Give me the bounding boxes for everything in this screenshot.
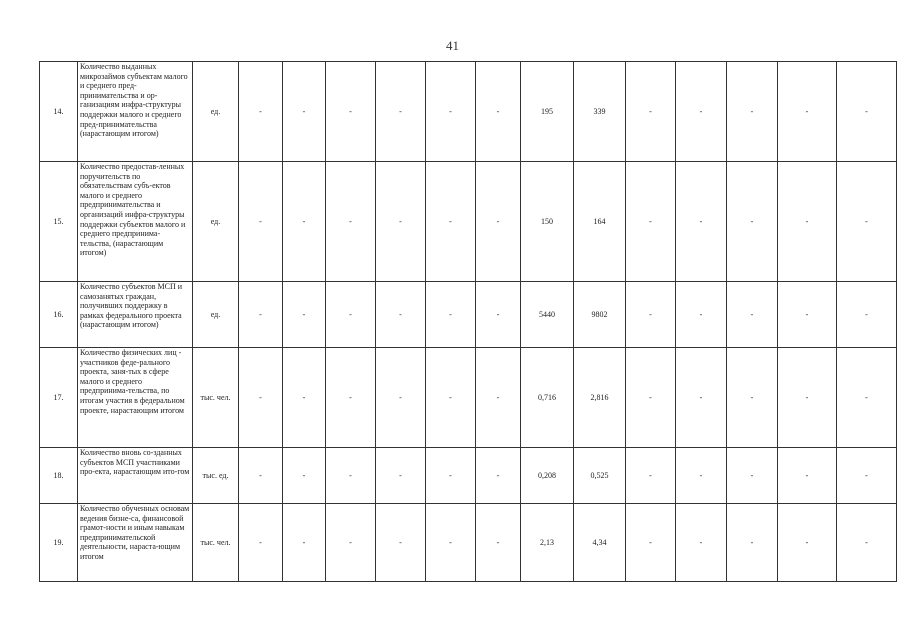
value-cell: - xyxy=(426,504,476,582)
value-cell: - xyxy=(326,62,376,162)
value-cell: - xyxy=(426,62,476,162)
value-cell: - xyxy=(778,62,837,162)
value-cell: - xyxy=(283,282,326,348)
value-cell: - xyxy=(837,448,897,504)
value-cell: - xyxy=(476,162,521,282)
row-number: 19. xyxy=(40,504,78,582)
value-cell: - xyxy=(239,62,283,162)
value-cell: - xyxy=(426,162,476,282)
value-cell: - xyxy=(778,504,837,582)
value-cell: - xyxy=(326,162,376,282)
value-cell: - xyxy=(727,282,778,348)
page-number: 41 xyxy=(446,38,459,53)
value-cell: - xyxy=(326,448,376,504)
value-cell: 2,816 xyxy=(574,348,626,448)
value-cell: - xyxy=(283,348,326,448)
value-cell: - xyxy=(626,282,676,348)
value-cell: - xyxy=(778,162,837,282)
value-cell: - xyxy=(239,504,283,582)
unit-cell: тыс. чел. xyxy=(193,348,239,448)
value-cell: - xyxy=(626,348,676,448)
row-number: 14. xyxy=(40,62,78,162)
value-cell: - xyxy=(727,348,778,448)
value-cell: - xyxy=(727,448,778,504)
table-row xyxy=(40,504,897,582)
unit-cell: ед. xyxy=(193,162,239,282)
value-cell: 150 xyxy=(521,162,574,282)
value-cell: - xyxy=(326,348,376,448)
value-cell: - xyxy=(727,162,778,282)
value-cell: - xyxy=(676,348,727,448)
value-cell: 9802 xyxy=(574,282,626,348)
value-cell: - xyxy=(837,282,897,348)
value-cell: - xyxy=(626,448,676,504)
value-cell: - xyxy=(476,504,521,582)
value-cell: - xyxy=(376,62,426,162)
value-cell: - xyxy=(676,504,727,582)
unit-cell: ед. xyxy=(193,62,239,162)
value-cell: - xyxy=(626,504,676,582)
value-cell: - xyxy=(626,62,676,162)
table-row xyxy=(40,348,897,448)
value-cell: - xyxy=(239,162,283,282)
value-cell: 4,34 xyxy=(574,504,626,582)
value-cell: - xyxy=(326,282,376,348)
value-cell: - xyxy=(283,162,326,282)
indicator-name: Количество физических лиц - участников феде-рального проекта, заня-тых в сфере малого и среднего предпринима-тельства, по итогам участия в федеральном проекте, нарастающим итогом xyxy=(78,348,193,448)
value-cell: - xyxy=(476,62,521,162)
value-cell: - xyxy=(778,448,837,504)
value-cell: 0,525 xyxy=(574,448,626,504)
value-cell: - xyxy=(676,162,727,282)
value-cell: - xyxy=(476,448,521,504)
value-cell: - xyxy=(676,282,727,348)
value-cell: 0,716 xyxy=(521,348,574,448)
value-cell: - xyxy=(283,62,326,162)
table-row xyxy=(40,62,897,162)
indicator-name: Количество вновь со-зданных субъектов МСП участниками про-екта, нарастающим ито-гом xyxy=(78,448,193,504)
value-cell: 195 xyxy=(521,62,574,162)
value-cell: - xyxy=(376,504,426,582)
indicator-name: Количество выданных микрозаймов субъектам малого и среднего пред-принимательства и ор-ганизациям инфра-структуры поддержки малого и среднего пред-принимательства (нарастающим итогом) xyxy=(78,62,193,162)
value-cell: 2,13 xyxy=(521,504,574,582)
value-cell: - xyxy=(326,504,376,582)
value-cell: - xyxy=(376,448,426,504)
value-cell: - xyxy=(239,348,283,448)
value-cell: 339 xyxy=(574,62,626,162)
value-cell: - xyxy=(676,448,727,504)
value-cell: - xyxy=(778,282,837,348)
value-cell: - xyxy=(426,348,476,448)
value-cell: - xyxy=(476,348,521,448)
row-number: 18. xyxy=(40,448,78,504)
value-cell: - xyxy=(837,348,897,448)
indicators-table xyxy=(39,61,897,582)
table-row xyxy=(40,448,897,504)
value-cell: - xyxy=(727,62,778,162)
value-cell: - xyxy=(239,448,283,504)
value-cell: - xyxy=(426,448,476,504)
value-cell: - xyxy=(426,282,476,348)
row-number: 16. xyxy=(40,282,78,348)
unit-cell: тыс. ед. xyxy=(193,448,239,504)
value-cell: - xyxy=(837,504,897,582)
unit-cell: тыс. чел. xyxy=(193,504,239,582)
indicator-name: Количество обученных основам ведения бизне-са, финансовой грамот-ности и иным навыкам предпринимательской деятельности, нараста-ющим итогом xyxy=(78,504,193,582)
indicator-name: Количество предостав-ленных поручительств по обязательствам субъ-ектов малого и среднего предпринимательства и организаций инфра-структуры поддержки субъектов малого и среднего предпринима-тельства, (нарастающим итогом) xyxy=(78,162,193,282)
value-cell: 5440 xyxy=(521,282,574,348)
value-cell: - xyxy=(626,162,676,282)
value-cell: - xyxy=(837,162,897,282)
row-number: 17. xyxy=(40,348,78,448)
value-cell: - xyxy=(283,504,326,582)
value-cell: - xyxy=(727,504,778,582)
value-cell: - xyxy=(676,62,727,162)
table-row xyxy=(40,162,897,282)
value-cell: - xyxy=(837,62,897,162)
value-cell: - xyxy=(283,448,326,504)
indicator-name: Количество субъектов МСП и самозанятых граждан, получивших поддержку в рамках федерального проекта (нарастающим итогом) xyxy=(78,282,193,348)
table-body xyxy=(40,62,897,582)
value-cell: - xyxy=(778,348,837,448)
value-cell: - xyxy=(239,282,283,348)
unit-cell: ед. xyxy=(193,282,239,348)
value-cell: - xyxy=(376,162,426,282)
value-cell: 0,208 xyxy=(521,448,574,504)
value-cell: 164 xyxy=(574,162,626,282)
value-cell: - xyxy=(376,348,426,448)
row-number: 15. xyxy=(40,162,78,282)
table-row xyxy=(40,282,897,348)
value-cell: - xyxy=(376,282,426,348)
value-cell: - xyxy=(476,282,521,348)
